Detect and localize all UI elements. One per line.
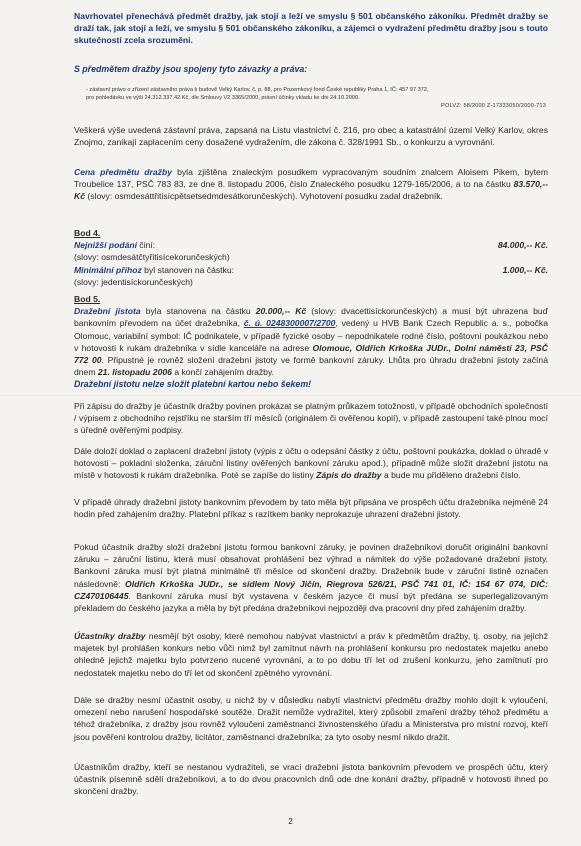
- eligibility-text: nesmějí být osoby, které nemohou nabývat vlastnictví a práv k předmětům dražby, tj. osoby, na jejichž majetek byl prohlášen konkurs nebo vůči nimž byl zamítnut návrh na prohlášení konkursu pro nedostatek majetku anebo ohledně jejichž majetku bylo potvrzeno nucené vyrovnání, a to po dobu tří let od zrušení konkurzu, jeho zamítnutí pro nedostatek majetku nebo do tří let od skončení zpětného vyrovnání.: [74, 631, 548, 678]
- min-bid-label: Nejnižší podání: [74, 240, 138, 251]
- payment-proof-text: Dále doloží doklad o zaplacení dražební jistoty (výpis z účtu o odepsání částky z účtu, poštovní poukázka, doklad o úhradě v hotovosti – pokladní složenka, záruční listiny ověřených bankovní záruku apod.), případně může složit dražební jistotu na místě v hotovosti k rukám dražebníka. Poté se zapíše do listiny: [74, 446, 548, 481]
- bod-5-title: Bod 5.: [74, 294, 101, 304]
- min-increment-label: Minimální příhoz: [74, 264, 142, 275]
- section-bod-5: [74, 293, 548, 378]
- register-list-name: Zápis do dražby: [316, 470, 382, 481]
- lien-note-line: - zástavní právo o zřízení zástavního práva k budově Velký Karlov, č. p. 88, pro Pozemkový fond České republiky Praha 1, IČ: 457 97 372,: [86, 87, 429, 93]
- deposit-text: (slovy: dvacettisíckorunčeských) a musí být uhrazena buď bankovním převodem na účet dražebníka,: [74, 306, 548, 329]
- bod-4-title: Bod 4.: [74, 228, 101, 238]
- deposit-text: byla stanovena na částku: [140, 306, 256, 317]
- bank-guarantee-text-tail: . Bankovní záruka musí být vystavena v českém jazyce či musí být předána se superlegalizovaným překladem do českého jazyka a měla by být předána dražebníkovi nejpozději dva pracovní dny před zahájením dražby.: [74, 590, 548, 614]
- min-bid-row: [74, 239, 548, 251]
- exclusion-paragraph: Dále se dražby nesmí účastnit osoby, u nichž by v důsledku nabytí vlastnictví předmětu dražby mohlo dojít k vyloučení, omezení nebo narušení hospodářské soutěže. Dražit nemůže vydražitel, který způsobil zmaření dražby téhož předmětu a téhož dražebníka, z dražby jsou rovněž vyloučeni zaměstnanci živnostenského úřadu a Ministerstva pro místní rozvoj, kteří jsou pověřeni kontrolou dražby, licitátor, zaměstnanci dražebníka; za tyto osoby nesmí nikdo dražit.: [74, 695, 548, 742]
- bank-account: č. ú. 0248300007/2700: [243, 318, 336, 329]
- min-increment-amount: 1.000,-- Kč.: [502, 264, 548, 275]
- deposit-text: a končí zahájením dražby.: [171, 367, 275, 378]
- warning-heading: Dražební jistotu nelze složit platební kartou nebo šekem!: [74, 379, 312, 389]
- fold-line: [0, 395, 581, 396]
- min-increment-label-rest: byl stanoven na částku:: [141, 264, 234, 275]
- deposit-amount: 20.000,-- Kč: [255, 306, 307, 317]
- refund-paragraph: Účastníkům dražby, kteří se nestanou vydražiteli, se vrací dražební jistota bankovním převodem ve prospěch účtu, který účastník písemně sdělí dražebníkovi, a to do dvou pracovních dnů ode dne konání dražby, případně v hotovosti ihned po skončení dražby.: [74, 762, 548, 797]
- lien-note: [86, 86, 546, 109]
- min-bid-words: (slovy: osmdesátčtyřitisícekorunčeských): [74, 252, 230, 263]
- eligibility-paragraph: [74, 630, 548, 679]
- min-bid-amount: 84.000,-- Kč.: [497, 240, 548, 251]
- bank-guarantee-paragraph: [74, 541, 548, 614]
- lien-note-reference: POLVZ: 58/2000 Z-17333050/2000-713: [441, 103, 546, 109]
- deposit-paragraph: [74, 305, 548, 378]
- price-text-tail: (slovy: osmdesáttřitisícpětsetsedmdesátkorunčeských). Vyhotovení posudku zadal dražebník.: [85, 191, 443, 202]
- payment-proof-text-tail: a bude mu přiděleno dražební číslo.: [381, 470, 521, 481]
- auctioneer-identification: Oldřich Krkoška JUDr., se sídlem Nový Jičín, Riegrova 526/21, PSČ 741 01, IČ: 154 67 074, DIČ: CZ470106445: [74, 578, 548, 601]
- section-heading-obligations: S předmětem dražby jsou spojeny tyto závazky a práva:: [74, 64, 308, 74]
- office-address: Olomouc, Oldřich Krkoška JUDr., Dolní náměstí 23, PSČ 772 00: [74, 342, 548, 366]
- page-number: 2: [288, 817, 293, 826]
- payment-proof-paragraph: [74, 445, 548, 482]
- price-paragraph: [74, 166, 548, 203]
- price-amount: 83.570,-- Kč: [74, 179, 548, 202]
- bank-transfer-paragraph: V případě úhrady dražební jistoty bankovním převodem by tato měla být připsána ve prospěch účtu dražebníka nejméně 24 hodin před zahájením dražby. Platební příkaz s razítkem banky neprokazuje uhrazení dražební jistoty.: [74, 497, 548, 520]
- bank-guarantee-text: Pokud účastník dražby složí dražební jistotu formou bankovní záruky, je povinen dražebníkovi doručit originální bankovní záruku – záruční listinu, která musí obsahovat prohlášení bez výhrad a námitek do výše požadované dražební jistoty. Bankovní záruka musí být platná minimálně tři měsíce od skončení dražby. Dražebník bude v záruční listině označen následovně:: [74, 542, 548, 589]
- price-lead: Cena předmětu dražby: [74, 167, 173, 177]
- price-text: byla zjištěna znaleckým posudkem vypracovaným soudním znalcem Aloisem Pikem, bytem Troubelice 137, PSČ 783 83, ze dne 8. listopadu 2006, číslo Znaleckého posudku 1279-165/2006, a to na částku: [74, 167, 548, 190]
- participants-lead: Účastníky dražby: [74, 631, 146, 641]
- intro-paragraph: Navrhovatel přenechává předmět dražby, jak stojí a leží ve smyslu § 501 občanského zákoníku. Předmět dražby se draží tak, jak stojí a leží, ve smyslu § 501 občanského zákoníku, a zájemci o vydražení předmětu dražby jsou s touto skutečností zcela srozuměni.: [74, 11, 548, 46]
- liens-paragraph: Veškerá výše uvedená zástavní práva, zapsaná na Listu vlastnictví č. 216, pro obec a katastrální území Velký Karlov, okres Znojmo, zanikají zaplacením ceny dosažené vydražením, dle zákona č. 328/1991 Sb., o konkurzu a vyrovnání.: [74, 125, 548, 148]
- deposit-start-date: 21. listopadu 2006: [97, 367, 172, 378]
- deposit-text: . Připustné je rovněž složení dražební jistoty ve formě bankovní záruky. Lhůta pro úhradu dražební jistoty začíná dnem: [74, 355, 548, 378]
- section-bod-4: [74, 227, 548, 288]
- min-increment-row: [74, 264, 548, 276]
- registration-paragraph: Při zápisu do dražby je účastník dražby povinen prokázat se platným průkazem totožnosti, v případě obchodních společností / výpisem z obchodního rejstříku ne starším tří měsíců (originálem či ověřenou kopií), v případě zastoupení také plnou mocí s úředně ověřenými podpisy.: [74, 401, 548, 436]
- deposit-text: , vedený u HVB Bank Czech Republic a. s., pobočka Olomouc, variabilní symbol: IČ podnikatele, v případě fyzické osoby – nepodnikatele rodné číslo, poštovní poukázkou nebo v hotovosti k rukám dražebníka v sídle kanceláře na adrese: [74, 318, 548, 353]
- lien-note-line: pro pohledávku ve výši 24.312.337,42 Kč, dle Smlouvy V2 3365/2000, právní účinky vkladu ke dni 24.10.2000.: [86, 95, 360, 101]
- deposit-lead: Dražební jistota: [74, 306, 141, 317]
- min-increment-words: (slovy: jedentisíckorunčeských): [74, 276, 193, 287]
- min-bid-label-rest: činí:: [137, 240, 156, 251]
